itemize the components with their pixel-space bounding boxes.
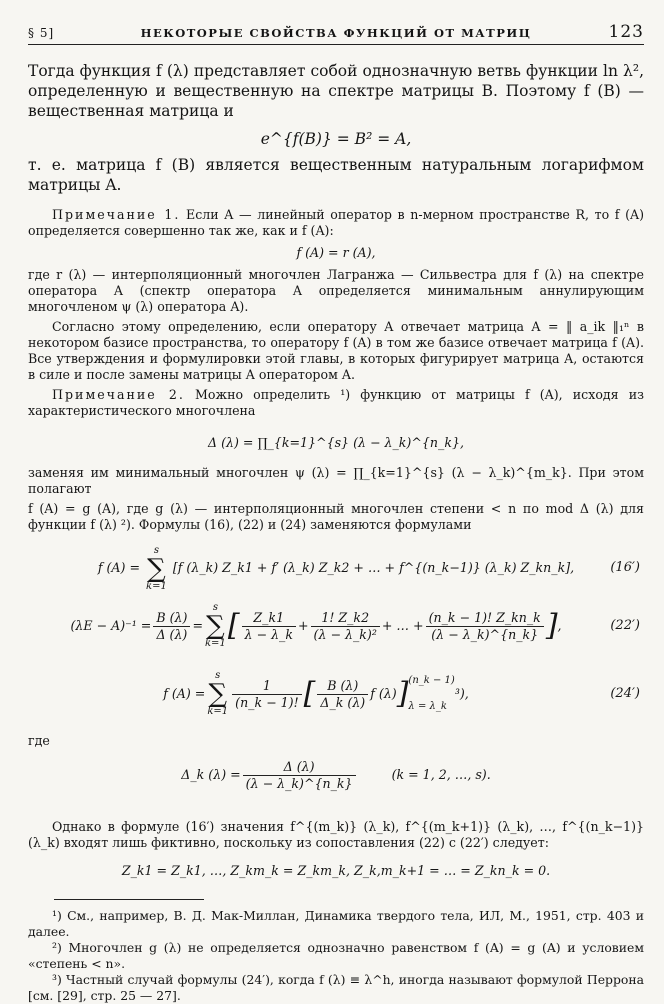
note2-interpolation: f (A) = g (A), где g (λ) — интерполяционный многочлен степени < n по mod Δ (λ) для функции f (λ) ²). Формулы (16), (22) и (24) заменяются формулами: [28, 501, 644, 532]
note1-explanation: где r (λ) — интерполяционный многочлен Лагранжа — Сильвестра для f (λ) на спектре оператора A (спектр оператора A определяется минимальным аннулирующим многочленом ψ (λ) оператора A).: [28, 267, 644, 314]
eq24-coefficient: [232, 678, 302, 711]
eq24-inner-numerator: B (λ): [317, 678, 368, 695]
eq24-footnote-ref: ³),: [454, 686, 469, 701]
characteristic-polynomial-formula: Δ (λ) = ∏_{k=1}^{s} (λ − λ_k)^{n_k},: [208, 435, 464, 450]
eq22-sum: s ∑ k=1: [205, 602, 226, 649]
delta-k-range: (k = 1, 2, …, s).: [391, 767, 491, 782]
footnote-1: ¹) См., например, В. Д. Мак-Миллан, Динамика твердого тела, ИЛ, М., 1951, стр. 403 и далее.: [28, 908, 644, 939]
closing-paragraph: Однако в формуле (16′) значения f^{(m_k)} (λ_k), f^{(m_k+1)} (λ_k), …, f^{(n_k−1)} (λ_k) входят лишь фиктивно, поскольку из сопоставления (22) с (22′) следует:: [28, 819, 644, 850]
note2-replacement: заменяя им минимальный многочлен ψ (λ) = ∏_{k=1}^{s} (λ − λ_k)^{m_k}. При этом полагают: [28, 465, 644, 496]
eq22-term2-denominator: (λ − λ_k)²: [313, 626, 377, 642]
eq24-evaluation-point: λ = λ_k: [408, 701, 447, 712]
note1-label: Примечание 1.: [52, 207, 181, 222]
note1-text: Если A — линейный оператор в n-мерном пространстве R, то f (A) определяется совершенно так же, как и f (A):: [28, 207, 644, 238]
note1-formula: f (A) = r (A),: [296, 245, 376, 260]
eq22-term1-denominator: λ − λ_k: [244, 626, 293, 642]
eq22-term2-numerator: 1! Z_k2: [311, 610, 380, 627]
eq22-sum-top: s: [212, 602, 218, 613]
delta-k-fraction: [243, 759, 356, 792]
delta-k-lhs: Δ_k (λ) =: [181, 767, 241, 782]
footnote-2: ²) Многочлен g (λ) не определяется однозначно равенством f (A) = g (A) и условием «степень < n».: [28, 940, 644, 971]
book-page: [28, 22, 644, 1004]
eq24-inner-fraction: [317, 678, 368, 711]
eq24-number: (24′): [610, 686, 640, 701]
eq16-sum-top: s: [153, 544, 159, 556]
eq16-sum: s ∑ k=1: [146, 544, 167, 592]
delta-k-definition: [28, 749, 644, 801]
eq16-lhs: f (A) =: [97, 560, 141, 575]
eq24-coef-numerator: 1: [232, 678, 302, 695]
eq24-function: f (λ): [370, 686, 397, 701]
eq22-term-3: [426, 610, 544, 643]
eq24-sum: s ∑ k=1: [207, 670, 229, 717]
eq22-resolvent-fraction: [153, 610, 190, 643]
equation-16-prime: [28, 545, 644, 591]
delta-k-denominator: (λ − λ_k)^{n_k}: [245, 775, 353, 791]
equation-22-prime: (λE − A)⁻¹ = $\frac{B (\lambda)}{\Delta (\lambda)}$ = s ∑ k=1 [ $\frac{Z\_k1}{\lambda - \lambda\_k}$ + $\frac{1! Z\_k2}{\text{(λ − λ\_k)²}}$ + … + $\frac{(n\_k - 1)! Z\_kn\_k}{(\lambda - \lambda\_k)\^{}\{n\_k\}}$ ] , (22′): [70, 602, 640, 649]
intro-paragraph: Тогда функция f (λ) представляет собой однозначную ветвь функции ln λ², определенную и вещественную на спектре матрицы B. Поэтому f (B) — вещественная матрица и: [28, 62, 644, 120]
note2-label: Примечание 2.: [52, 387, 185, 402]
eq16-number: (16′): [610, 560, 640, 575]
note1-definition: Согласно этому определению, если оператору A отвечает матрица A = ‖ a_ik ‖₁ⁿ в некотором базисе пространства, то оператору f (A) в том же базисе отвечает матрица f (A). Все утверждения и формулировки этой главы, в которых фигурирует матрица A, остаются в силе и после замены матрицы A оператором A.: [28, 319, 644, 382]
eq22-number: (22′): [610, 618, 640, 633]
intro-formula: e^{f(B)} = B² = A,: [260, 130, 412, 148]
eq22-term1-numerator: Z_k1: [242, 610, 296, 627]
running-header: [28, 22, 644, 45]
section-marker: § 5]: [28, 26, 55, 40]
eq22-ellipsis: + … +: [381, 618, 424, 633]
eq24-sum-bottom: k=1: [207, 706, 229, 717]
eq22-frac-denominator: Δ (λ): [156, 626, 188, 642]
eq16-sum-bottom: k=1: [146, 580, 167, 592]
footnote-rule: [54, 899, 204, 900]
eq24-lhs: f (A) =: [163, 686, 206, 701]
intro-conclusion: т. е. матрица f (B) является вещественным натуральным логарифмом матрицы A.: [28, 156, 644, 194]
eq24-coef-denominator: (n_k − 1)!: [235, 694, 299, 710]
running-title: НЕКОТОРЫЕ СВОЙСТВА ФУНКЦИЙ ОТ МАТРИЦ: [140, 26, 532, 40]
eq24-inner-denominator: Δ_k (λ): [320, 694, 366, 710]
eq22-term-1: [242, 610, 296, 643]
delta-k-numerator: Δ (λ): [243, 759, 356, 776]
eq24-sum-top: s: [215, 670, 221, 681]
eq22-term-2: [311, 610, 380, 643]
note2-paragraph: [28, 387, 644, 419]
eq22-term3-numerator: (n_k − 1)! Z_kn_k: [426, 610, 544, 627]
equation-24-prime: f (A) = s ∑ k=1 $\frac{1}{(n\_k - 1)!}$ [ $\frac{B (\lambda)}{\Delta\_k (\lambda)}$ f (λ) ] (n_k − 1) λ = λ_k ³), (24′): [163, 670, 640, 717]
eq24-derivative-order: (n_k − 1): [408, 675, 455, 686]
page-number: 123: [608, 22, 644, 42]
eq22-term3-denominator: (λ − λ_k)^{n_k}: [431, 626, 539, 642]
eq16-body: [f (λ_k) Z_k1 + f′ (λ_k) Z_k2 + … + f^{(n_k−1)} (λ_k) Z_kn_k],: [172, 560, 575, 575]
where-label: где: [28, 733, 50, 748]
eq22-sum-bottom: k=1: [205, 638, 226, 649]
note1-paragraph: [28, 207, 644, 239]
eq22-frac-numerator: B (λ): [153, 610, 190, 627]
eq24-evaluation: [408, 673, 454, 715]
note2-text: Можно определить ¹) функцию от матрицы f (A), исходя из характеристического многочлена: [28, 387, 644, 418]
footnote-3: ³) Частный случай формулы (24′), когда f (λ) ≡ λ^h, иногда называют формулой Перрона [см. [29], стр. 25 — 27].: [28, 972, 644, 1003]
closing-formula: Z_k1 = Z_k1, …, Z_km_k = Z_km_k, Z_k,m_k+1 = … = Z_kn_k = 0.: [121, 863, 551, 878]
eq22-lhs: (λE − A)⁻¹ =: [70, 618, 152, 633]
